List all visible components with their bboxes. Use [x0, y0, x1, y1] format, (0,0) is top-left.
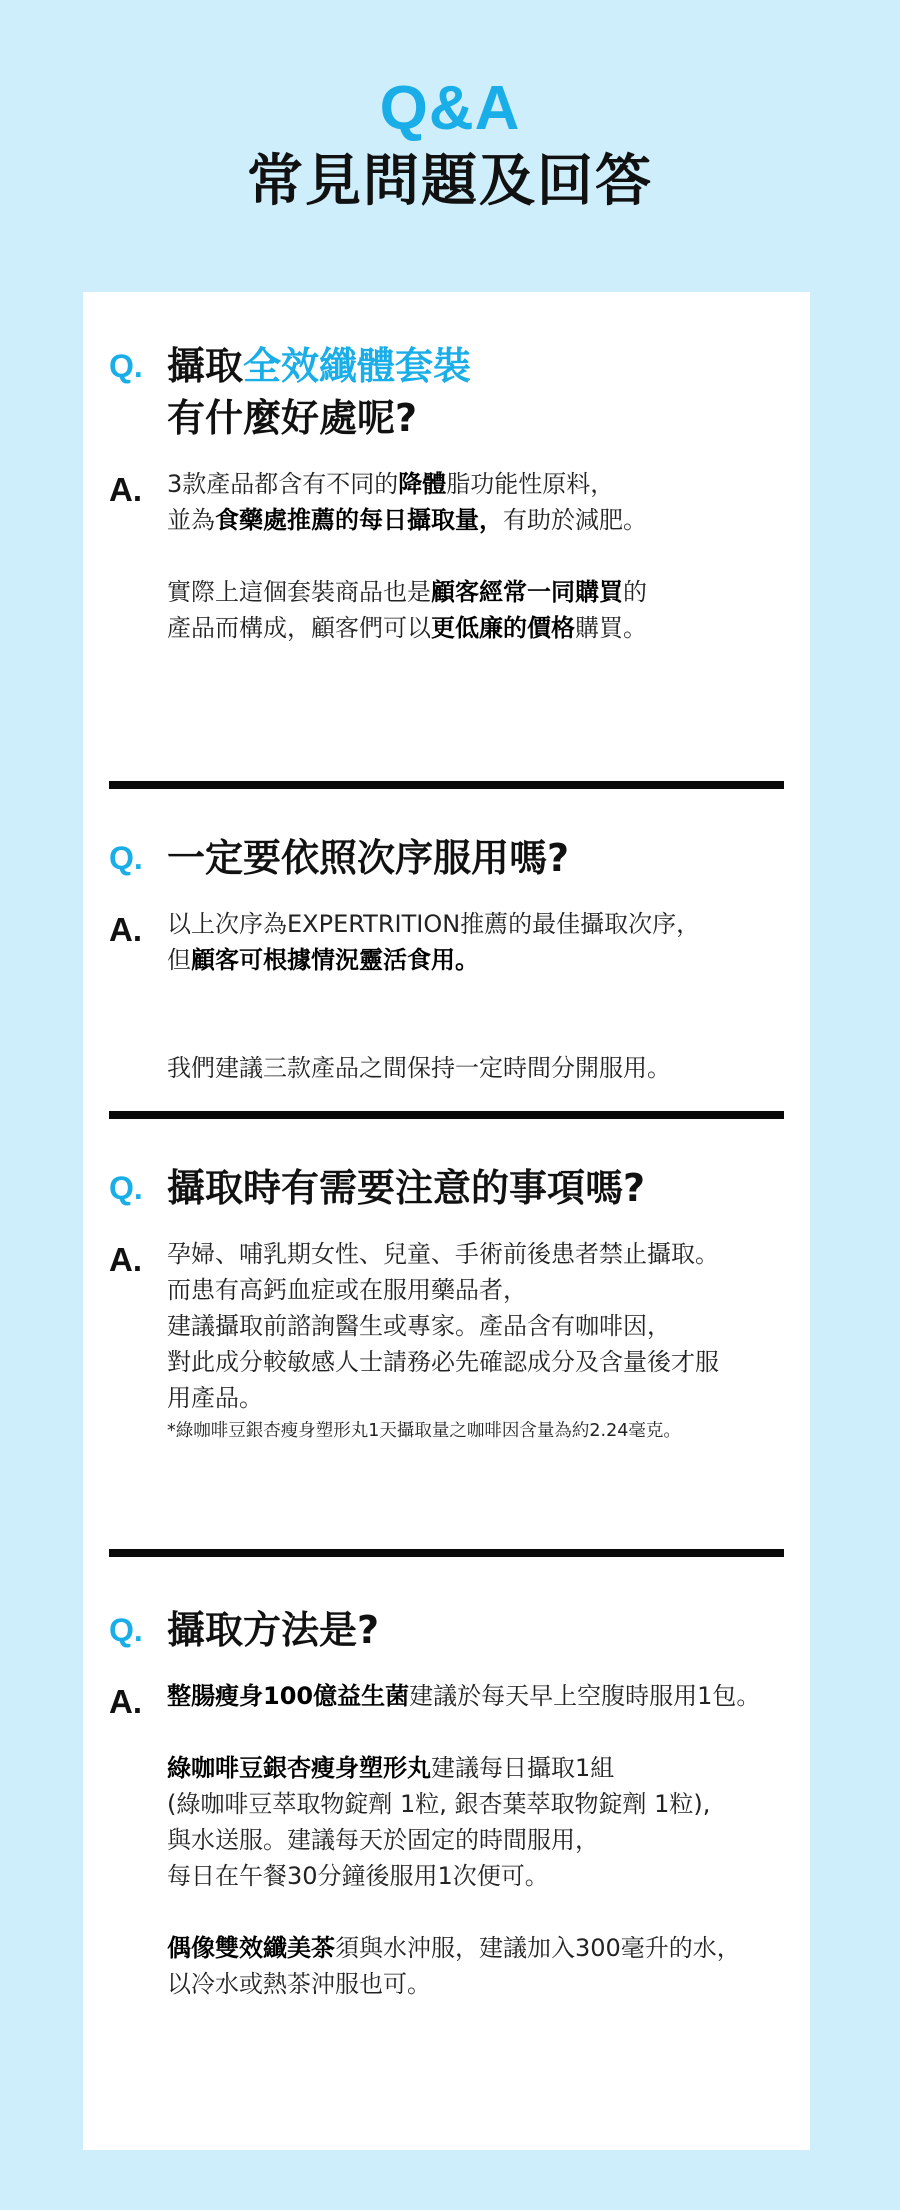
answer-bold-part: 降體 — [398, 470, 447, 498]
faq-item-2 — [109, 832, 784, 1086]
divider — [109, 781, 784, 789]
a-label: A. — [109, 1241, 142, 1278]
answer-line — [167, 574, 647, 610]
question-text: 一定要依照次序服用嗎? — [167, 836, 570, 880]
answer-line — [167, 466, 647, 502]
divider — [109, 1549, 784, 1557]
answer-line: 對此成分較敏感人士請務必先確認成分及含量後才服 — [167, 1348, 719, 1376]
a-label: A. — [109, 911, 142, 948]
page-title: 常見問題及回答 — [247, 149, 653, 214]
answer-bold-part: 顧客可根據情況靈活食用。 — [191, 946, 479, 974]
faq-item-4 — [109, 1604, 784, 2002]
header — [0, 0, 900, 214]
answer-row — [109, 906, 784, 1086]
answer-text-part: 購買。 — [575, 614, 647, 642]
answer-row — [109, 466, 784, 646]
q-label: Q. — [109, 1170, 143, 1206]
question-text-line2: 有什麼好處呢? — [167, 396, 418, 440]
answer-line: 以冷水或熱茶沖服也可。 — [167, 1970, 431, 1998]
question-row — [109, 832, 784, 884]
a-label: A. — [109, 471, 142, 508]
answer-text-part: 建議每日攝取1組 — [431, 1754, 615, 1782]
answer-text — [167, 1678, 760, 2002]
answer-text-part: 有助於減肥。 — [503, 506, 647, 534]
question-text-part: 攝取 — [167, 344, 244, 388]
answer-line: 與水送服。建議每天於固定的時間服用， — [167, 1826, 599, 1854]
answer-text — [167, 466, 647, 646]
answer-line — [167, 502, 647, 538]
faq-item-1 — [109, 340, 784, 646]
answer-line: 我們建議三款產品之間保持一定時間分開服用。 — [167, 1054, 671, 1082]
answer-line — [167, 1750, 760, 1786]
question-text: 攝取方法是? — [167, 1608, 380, 1652]
answer-line: 而患有高鈣血症或在服用藥品者， — [167, 1276, 527, 1304]
answer-line: 每日在午餐30分鐘後服用1次便可。 — [167, 1862, 549, 1890]
answer-line: 孕婦、哺乳期女性、兒童、手術前後患者禁止攝取。 — [167, 1240, 719, 1268]
answer-line: 以上次序為EXPERTRITION推薦的最佳攝取次序， — [167, 910, 701, 938]
answer-line — [167, 942, 700, 978]
qa-logo: Q&A — [379, 74, 521, 143]
q-label: Q. — [109, 840, 143, 876]
answer-text-part: 的 — [623, 578, 647, 606]
answer-text — [167, 906, 700, 1086]
answer-line: 用產品。 — [167, 1384, 263, 1412]
answer-text-part: 脂功能性原料， — [446, 470, 615, 498]
q-label: Q. — [109, 348, 143, 384]
answer-row — [109, 1678, 784, 2002]
answer-bold-part: 食藥處推薦的每日攝取量， — [215, 506, 503, 534]
faq-card — [83, 292, 810, 2150]
answer-text-part: 實際上這個套裝商品也是 — [167, 578, 431, 606]
answer-line — [167, 610, 647, 646]
answer-line: (綠咖啡豆萃取物錠劑 1粒, 銀杏葉萃取物錠劑 1粒), — [167, 1790, 711, 1818]
answer-bold-part: 顧客經常一同購買 — [431, 578, 623, 606]
answer-text-part: 3款產品都含有不同的 — [167, 470, 399, 498]
answer-bold-part: 整腸瘦身100億益生菌 — [167, 1682, 410, 1710]
answer-text-part: 建議於每天早上空腹時服用1包。 — [409, 1682, 761, 1710]
answer-line — [167, 1678, 760, 1714]
answer-line: 建議攝取前諮詢醫生或專家。產品含有咖啡因， — [167, 1312, 671, 1340]
faq-item-3 — [109, 1162, 784, 1446]
question-text: 攝取時有需要注意的事項嗎? — [167, 1166, 646, 1210]
question-row — [109, 1604, 784, 1656]
answer-text-part: 但 — [167, 946, 191, 974]
answer-text-part: 產品而構成，顧客們可以 — [167, 614, 431, 642]
answer-bold-part: 綠咖啡豆銀杏瘦身塑形丸 — [167, 1754, 431, 1782]
divider — [109, 1111, 784, 1119]
question-text — [167, 340, 471, 444]
question-row — [109, 340, 784, 444]
a-label: A. — [109, 1683, 142, 1720]
q-label: Q. — [109, 1612, 143, 1648]
answer-bold-part: 偶像雙效纖美茶 — [167, 1934, 335, 1962]
answer-text-part: 須與水沖服，建議加入300毫升的水， — [335, 1934, 741, 1962]
answer-line — [167, 1930, 760, 1966]
answer-bold-part: 更低廉的價格 — [431, 614, 575, 642]
answer-text — [167, 1236, 719, 1446]
answer-text-part: 並為 — [167, 506, 215, 534]
question-row — [109, 1162, 784, 1214]
footnote: *綠咖啡豆銀杏瘦身塑形丸1天攝取量之咖啡因含量為約2.24毫克。 — [167, 1421, 681, 1441]
question-highlight: 全效纖體套裝 — [243, 344, 472, 388]
answer-row — [109, 1236, 784, 1446]
